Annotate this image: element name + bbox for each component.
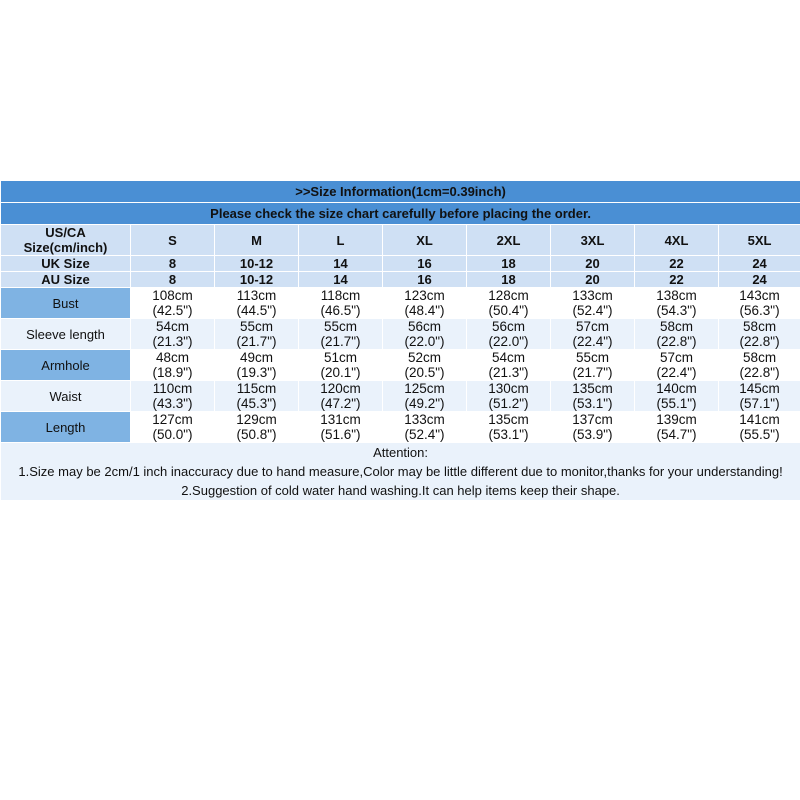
sleeve-2xl	[467, 319, 551, 350]
uk-size-5xl: 24	[719, 256, 800, 272]
bust-s	[131, 288, 215, 319]
armhole-m	[215, 350, 299, 381]
value-inch: (21.3")	[488, 365, 529, 380]
value-inch: (20.5")	[404, 365, 445, 380]
value-cm: 52cm	[407, 350, 441, 365]
bust-l	[299, 288, 383, 319]
waist-l	[299, 381, 383, 412]
value-inch: (55.5")	[739, 427, 780, 442]
length-l	[299, 412, 383, 443]
value-inch: (22.4")	[656, 365, 697, 380]
size-header-3xl: 3XL	[551, 225, 635, 256]
value-inch: (18.9")	[152, 365, 193, 380]
value-inch: (54.7")	[656, 427, 697, 442]
sleeve-s	[131, 319, 215, 350]
attention-line-2: 2.Suggestion of cold water hand washing.It can help items keep their shape.	[181, 483, 620, 498]
value-cm: 57cm	[659, 350, 693, 365]
value-cm: 54cm	[155, 319, 189, 334]
value-cm: 55cm	[323, 319, 357, 334]
value-inch: (52.4")	[404, 427, 445, 442]
row-label-bust: Bust	[1, 288, 131, 319]
value-cm: 56cm	[407, 319, 441, 334]
row-label-length: Length	[1, 412, 131, 443]
header-label-uk: UK Size	[1, 256, 131, 272]
value-cm: 133cm	[404, 412, 445, 427]
au-size-m: 10-12	[215, 272, 299, 288]
value-inch: (52.4")	[572, 303, 613, 318]
au-size-xl: 16	[383, 272, 467, 288]
armhole-2xl	[467, 350, 551, 381]
value-inch: (21.7")	[236, 334, 277, 349]
bust-3xl	[551, 288, 635, 319]
attention-block	[1, 443, 800, 501]
length-m	[215, 412, 299, 443]
value-inch: (53.9")	[572, 427, 613, 442]
size-header-4xl: 4XL	[635, 225, 719, 256]
value-inch: (19.3")	[236, 365, 277, 380]
value-inch: (56.3")	[739, 303, 780, 318]
armhole-s	[131, 350, 215, 381]
value-cm: 139cm	[656, 412, 697, 427]
value-inch: (21.7")	[320, 334, 361, 349]
value-cm: 56cm	[491, 319, 525, 334]
header-row-uk-size	[1, 256, 800, 272]
value-cm: 123cm	[404, 288, 445, 303]
table-row	[1, 381, 800, 412]
header-row-uscasize	[1, 225, 800, 256]
size-header-xl: XL	[383, 225, 467, 256]
value-inch: (51.2")	[488, 396, 529, 411]
bust-2xl	[467, 288, 551, 319]
value-inch: (20.1")	[320, 365, 361, 380]
value-cm: 54cm	[491, 350, 525, 365]
value-inch: (50.0")	[152, 427, 193, 442]
header-label-line2: Size(cm/inch)	[23, 240, 108, 255]
value-inch: (49.2")	[404, 396, 445, 411]
value-inch: (46.5")	[320, 303, 361, 318]
value-cm: 55cm	[575, 350, 609, 365]
value-inch: (42.5")	[152, 303, 193, 318]
banner-line-1: >>Size Information(1cm=0.39inch)	[1, 181, 800, 203]
size-chart-table	[0, 180, 800, 501]
table-row	[1, 288, 800, 319]
sleeve-5xl	[719, 319, 800, 350]
armhole-3xl	[551, 350, 635, 381]
waist-4xl	[635, 381, 719, 412]
value-cm: 125cm	[404, 381, 445, 396]
banner-row-1	[1, 181, 800, 203]
sleeve-3xl	[551, 319, 635, 350]
table-row	[1, 350, 800, 381]
value-inch: (48.4")	[404, 303, 445, 318]
value-inch: (53.1")	[488, 427, 529, 442]
bust-5xl	[719, 288, 800, 319]
value-cm: 135cm	[572, 381, 613, 396]
bust-xl	[383, 288, 467, 319]
banner-line-2: Please check the size chart carefully before placing the order.	[1, 203, 800, 225]
header-label-line1: US/CA	[45, 225, 86, 240]
row-label-armhole: Armhole	[1, 350, 131, 381]
size-header-s: S	[131, 225, 215, 256]
size-chart-container	[0, 180, 800, 501]
armhole-5xl	[719, 350, 800, 381]
header-label-au: AU Size	[1, 272, 131, 288]
size-header-5xl: 5XL	[719, 225, 800, 256]
value-cm: 128cm	[488, 288, 529, 303]
attention-row	[1, 443, 800, 501]
sleeve-xl	[383, 319, 467, 350]
value-inch: (22.0")	[404, 334, 445, 349]
value-cm: 58cm	[743, 350, 777, 365]
length-xl	[383, 412, 467, 443]
value-inch: (45.3")	[236, 396, 277, 411]
waist-2xl	[467, 381, 551, 412]
size-header-l: L	[299, 225, 383, 256]
length-4xl	[635, 412, 719, 443]
length-5xl	[719, 412, 800, 443]
uk-size-3xl: 20	[551, 256, 635, 272]
armhole-xl	[383, 350, 467, 381]
value-cm: 51cm	[323, 350, 357, 365]
au-size-5xl: 24	[719, 272, 800, 288]
sleeve-m	[215, 319, 299, 350]
value-cm: 57cm	[575, 319, 609, 334]
value-cm: 49cm	[239, 350, 273, 365]
value-inch: (22.0")	[488, 334, 529, 349]
value-cm: 108cm	[152, 288, 193, 303]
sleeve-l	[299, 319, 383, 350]
header-row-au-size	[1, 272, 800, 288]
value-cm: 130cm	[488, 381, 529, 396]
value-inch: (50.4")	[488, 303, 529, 318]
table-row	[1, 319, 800, 350]
length-s	[131, 412, 215, 443]
value-cm: 55cm	[239, 319, 273, 334]
attention-title: Attention:	[373, 445, 429, 460]
value-cm: 58cm	[659, 319, 693, 334]
table-row	[1, 412, 800, 443]
length-2xl	[467, 412, 551, 443]
au-size-l: 14	[299, 272, 383, 288]
au-size-4xl: 22	[635, 272, 719, 288]
waist-xl	[383, 381, 467, 412]
value-inch: (57.1")	[739, 396, 780, 411]
value-cm: 113cm	[236, 288, 277, 303]
value-cm: 145cm	[739, 381, 780, 396]
uk-size-4xl: 22	[635, 256, 719, 272]
value-inch: (22.4")	[572, 334, 613, 349]
value-cm: 141cm	[739, 412, 780, 427]
value-cm: 120cm	[320, 381, 361, 396]
value-cm: 110cm	[152, 381, 193, 396]
value-cm: 140cm	[656, 381, 697, 396]
value-cm: 137cm	[572, 412, 613, 427]
value-inch: (54.3")	[656, 303, 697, 318]
value-inch: (43.3")	[152, 396, 193, 411]
waist-s	[131, 381, 215, 412]
uk-size-xl: 16	[383, 256, 467, 272]
value-inch: (22.8")	[739, 365, 780, 380]
value-inch: (22.8")	[656, 334, 697, 349]
au-size-2xl: 18	[467, 272, 551, 288]
size-header-2xl: 2XL	[467, 225, 551, 256]
armhole-4xl	[635, 350, 719, 381]
value-inch: (50.8")	[236, 427, 277, 442]
value-inch: (51.6")	[320, 427, 361, 442]
value-cm: 58cm	[743, 319, 777, 334]
sleeve-4xl	[635, 319, 719, 350]
value-cm: 115cm	[236, 381, 277, 396]
value-inch: (21.3")	[152, 334, 193, 349]
value-cm: 135cm	[488, 412, 529, 427]
armhole-l	[299, 350, 383, 381]
banner-row-2	[1, 203, 800, 225]
waist-m	[215, 381, 299, 412]
row-label-sleeve-length: Sleeve length	[1, 319, 131, 350]
value-inch: (55.1")	[656, 396, 697, 411]
uk-size-l: 14	[299, 256, 383, 272]
waist-5xl	[719, 381, 800, 412]
bust-m	[215, 288, 299, 319]
bust-4xl	[635, 288, 719, 319]
uk-size-s: 8	[131, 256, 215, 272]
attention-line-1: 1.Size may be 2cm/1 inch inaccuracy due to hand measure,Color may be little different due to monitor,thanks for your understanding!	[18, 464, 783, 479]
length-3xl	[551, 412, 635, 443]
value-cm: 133cm	[572, 288, 613, 303]
au-size-3xl: 20	[551, 272, 635, 288]
value-inch: (21.7")	[572, 365, 613, 380]
value-inch: (44.5")	[236, 303, 277, 318]
value-inch: (47.2")	[320, 396, 361, 411]
value-cm: 138cm	[656, 288, 697, 303]
value-cm: 118cm	[320, 288, 361, 303]
uk-size-m: 10-12	[215, 256, 299, 272]
size-header-m: M	[215, 225, 299, 256]
au-size-s: 8	[131, 272, 215, 288]
value-inch: (53.1")	[572, 396, 613, 411]
waist-3xl	[551, 381, 635, 412]
value-inch: (22.8")	[739, 334, 780, 349]
header-label-us-ca	[1, 225, 131, 256]
uk-size-2xl: 18	[467, 256, 551, 272]
value-cm: 131cm	[320, 412, 361, 427]
row-label-waist: Waist	[1, 381, 131, 412]
value-cm: 129cm	[236, 412, 277, 427]
value-cm: 48cm	[155, 350, 189, 365]
value-cm: 127cm	[152, 412, 193, 427]
value-cm: 143cm	[739, 288, 780, 303]
